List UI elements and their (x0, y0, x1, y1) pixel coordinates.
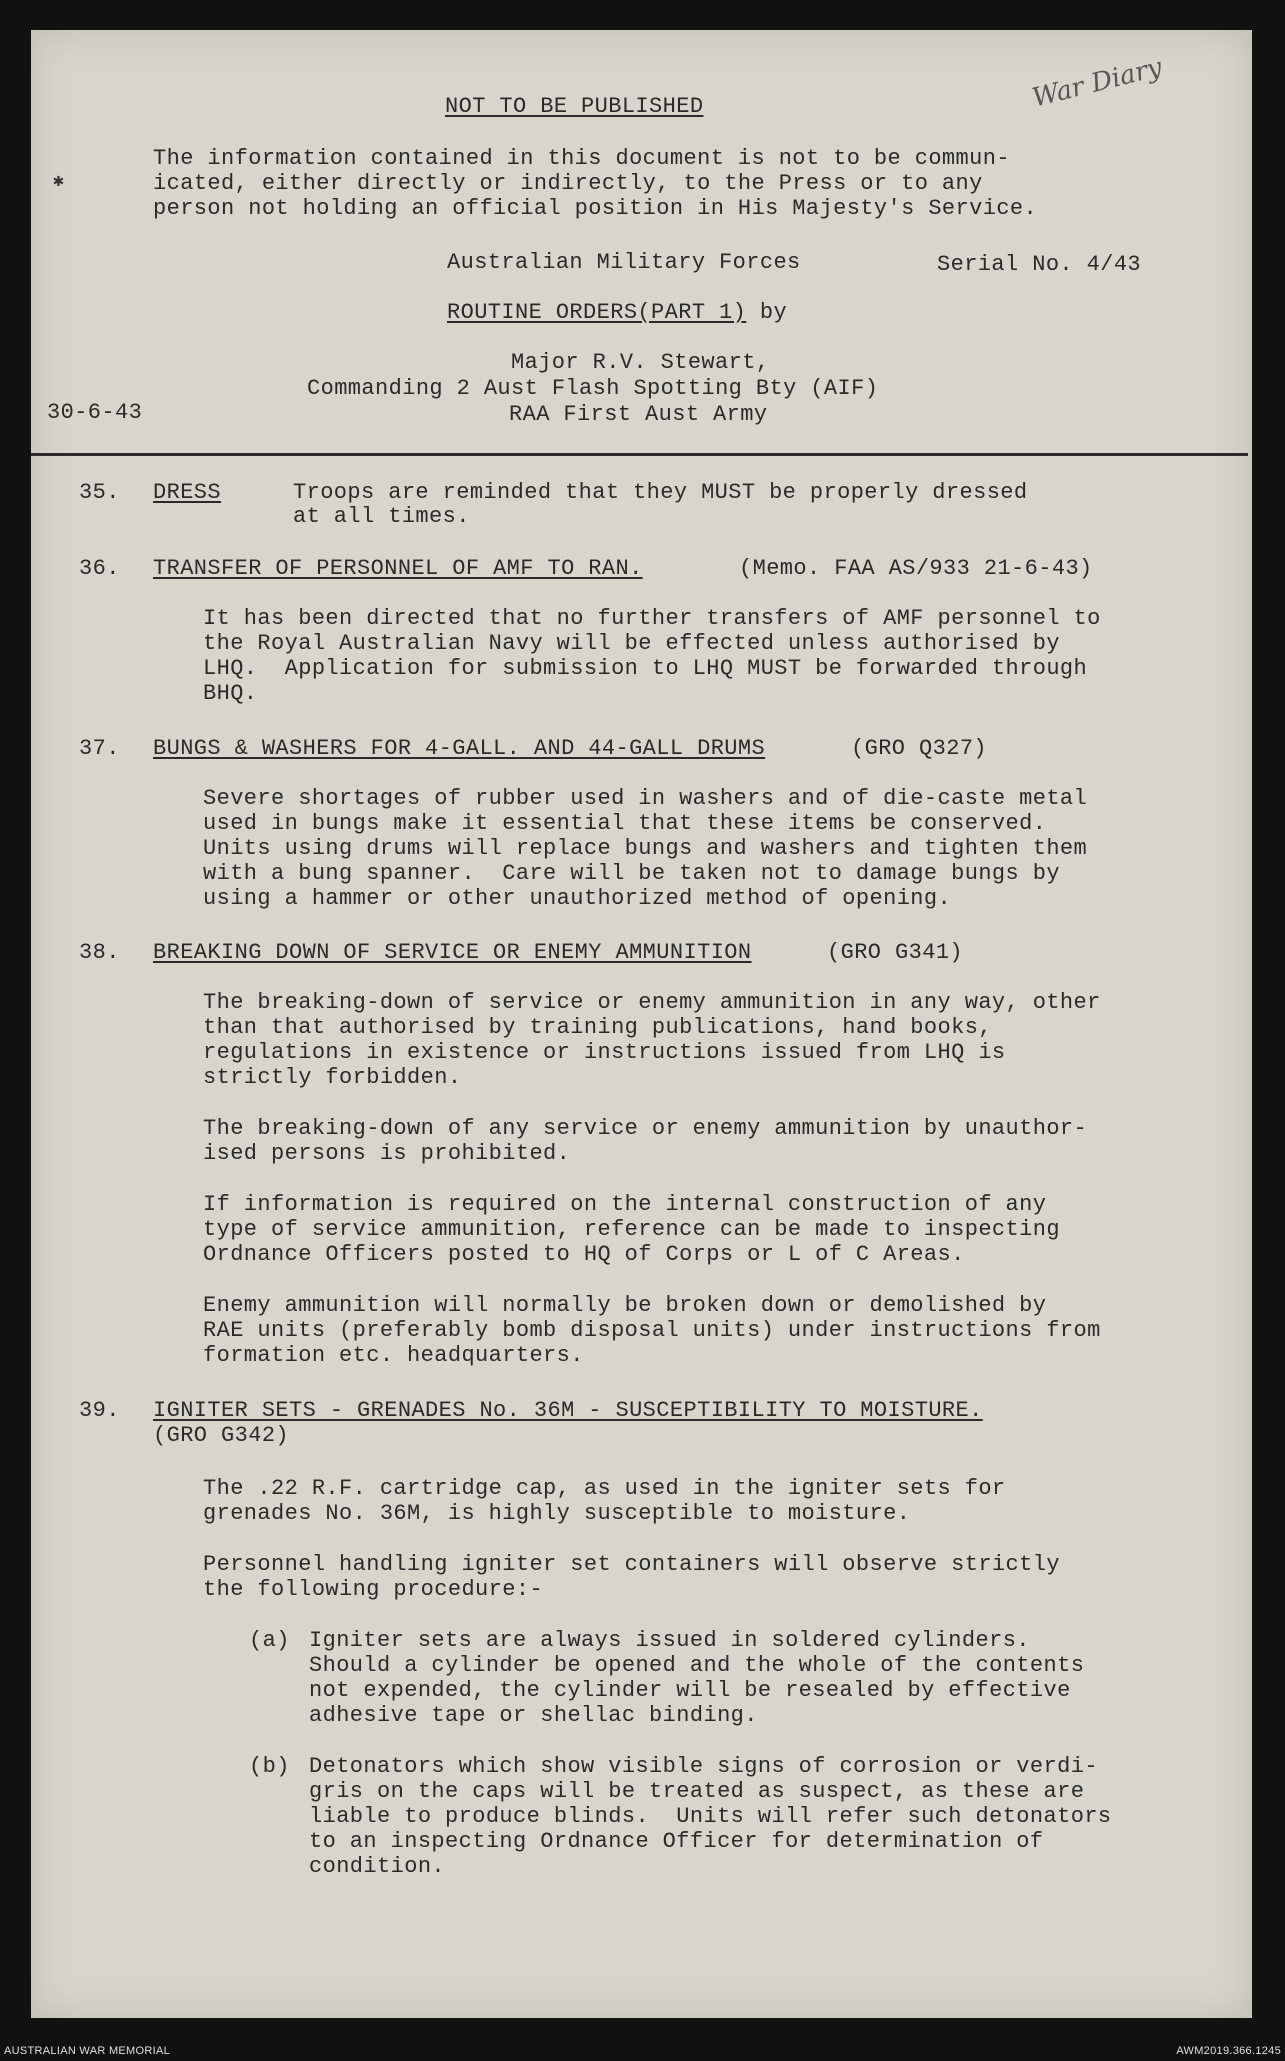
item-35-line-1: Troops are reminded that they MUST be properly dressed (293, 480, 1028, 505)
org-name: Australian Military Forces (447, 250, 801, 275)
item-38-p1-line-3: regulations in existence or instructions issued from LHQ is (203, 1040, 1006, 1065)
item-39-title: IGNITER SETS - GRENADES No. 36M - SUSCEPTIBILITY TO MOISTURE. (153, 1398, 983, 1423)
item-39-b-line-3: liable to produce blinds. Units will refer such detonators (309, 1804, 1112, 1829)
orders-by: by (759, 300, 788, 325)
item-39-p2-line-1: Personnel handling igniter set containers will observe strictly (203, 1552, 1060, 1577)
item-38-p3-line-3: Ordnance Officers posted to HQ of Corps or L of C Areas. (203, 1242, 965, 1267)
commander-unit: Commanding 2 Aust Flash Spotting Bty (AIF) (307, 376, 879, 401)
serial-number: Serial No. 4/43 (937, 252, 1142, 277)
document-page (31, 30, 1252, 2018)
notice-line-1: The information contained in this document is not to be commun- (153, 146, 1010, 171)
footer-credit: AUSTRALIAN WAR MEMORIAL (4, 2045, 171, 2057)
item-38-p4-line-2: RAE units (preferably bomb disposal units) under instructions from (203, 1318, 1101, 1343)
orders-title (447, 300, 787, 325)
handwritten-note: War Diary (1029, 52, 1166, 114)
item-39-a-line-4: adhesive tape or shellac binding. (309, 1703, 758, 1728)
item-37-line-5: using a hammer or other unauthorized method of opening. (203, 886, 952, 911)
commander-name: Major R.V. Stewart, (511, 350, 770, 375)
item-37-title: BUNGS & WASHERS FOR 4-GALL. AND 44-GALL DRUMS (153, 736, 766, 761)
notice-line-2: icated, either directly or indirectly, to the Press or to any (153, 171, 983, 196)
item-39-a-line-1: Igniter sets are always issued in soldered cylinders. (309, 1628, 1030, 1653)
item-38-p3-line-2: type of service ammunition, reference can be made to inspecting (203, 1217, 1060, 1242)
item-39-a-line-2: Should a cylinder be opened and the whole of the contents (309, 1653, 1085, 1678)
item-38-ref: (GRO G341) (827, 940, 964, 965)
item-39-ref: (GRO G342) (153, 1423, 290, 1448)
item-38-p2-line-2: ised persons is prohibited. (203, 1141, 571, 1166)
item-37-number: 37. (79, 736, 120, 761)
item-38-number: 38. (79, 940, 120, 965)
item-39-b-line-5: condition. (309, 1854, 446, 1879)
item-35-title: DRESS (153, 480, 222, 505)
item-38-p4-line-1: Enemy ammunition will normally be broken down or demolished by (203, 1293, 1047, 1318)
punch-mark: ✱ (53, 172, 64, 192)
item-36-line-1: It has been directed that no further transfers of AMF personnel to (203, 606, 1101, 631)
item-38-p3-line-1: If information is required on the internal construction of any (203, 1192, 1047, 1217)
item-38-title: BREAKING DOWN OF SERVICE OR ENEMY AMMUNITION (153, 940, 752, 965)
item-35-line-2: at all times. (293, 504, 470, 529)
item-37-line-2: used in bungs make it essential that these items be conserved. (203, 811, 1047, 836)
item-39-p1-line-2: grenades No. 36M, is highly susceptible to moisture. (203, 1501, 911, 1526)
item-38-p4-line-3: formation etc. headquarters. (203, 1343, 584, 1368)
orders-title-text: ROUTINE ORDERS(PART 1) (447, 300, 747, 325)
item-39-a-label: (a) (249, 1628, 290, 1653)
item-39-b-line-1: Detonators which show visible signs of corrosion or verdi- (309, 1754, 1098, 1779)
item-35-number: 35. (79, 480, 120, 505)
item-39-number: 39. (79, 1398, 120, 1423)
item-37-line-4: with a bung spanner. Care will be taken not to damage bungs by (203, 861, 1060, 886)
item-38-p1-line-2: than that authorised by training publications, hand books, (203, 1015, 992, 1040)
item-36-number: 36. (79, 556, 120, 581)
notice-line-3: person not holding an official position in His Majesty's Service. (153, 196, 1038, 221)
item-36-line-4: BHQ. (203, 681, 258, 706)
item-39-b-line-2: gris on the caps will be treated as suspect, as these are (309, 1779, 1085, 1804)
item-39-b-label: (b) (249, 1754, 290, 1779)
page-title: NOT TO BE PUBLISHED (445, 94, 704, 119)
item-39-p2-line-2: the following procedure:- (203, 1577, 544, 1602)
footer-accession: AWM2019.366.1245 (1176, 2045, 1281, 2057)
item-36-title: TRANSFER OF PERSONNEL OF AMF TO RAN. (153, 556, 643, 581)
item-36-ref: (Memo. FAA AS/933 21-6-43) (739, 556, 1093, 581)
item-39-p1-line-1: The .22 R.F. cartridge cap, as used in the igniter sets for (203, 1476, 1006, 1501)
item-36-line-2: the Royal Australian Navy will be effected unless authorised by (203, 631, 1060, 656)
item-37-ref: (GRO Q327) (851, 736, 988, 761)
item-37-line-1: Severe shortages of rubber used in washers and of die-caste metal (203, 786, 1088, 811)
item-37-line-3: Units using drums will replace bungs and washers and tighten them (203, 836, 1088, 861)
item-36-line-3: LHQ. Application for submission to LHQ MUST be forwarded through (203, 656, 1088, 681)
commander-army: RAA First Aust Army (509, 402, 768, 427)
item-38-p2-line-1: The breaking-down of any service or enemy ammunition by unauthor- (203, 1116, 1088, 1141)
item-39-a-line-3: not expended, the cylinder will be resealed by effective (309, 1678, 1071, 1703)
item-39-b-line-4: to an inspecting Ordnance Officer for determination of (309, 1829, 1044, 1854)
item-38-p1-line-1: The breaking-down of service or enemy ammunition in any way, other (203, 990, 1101, 1015)
header-divider (31, 453, 1248, 456)
item-38-p1-line-4: strictly forbidden. (203, 1065, 462, 1090)
document-date: 30-6-43 (47, 400, 143, 425)
